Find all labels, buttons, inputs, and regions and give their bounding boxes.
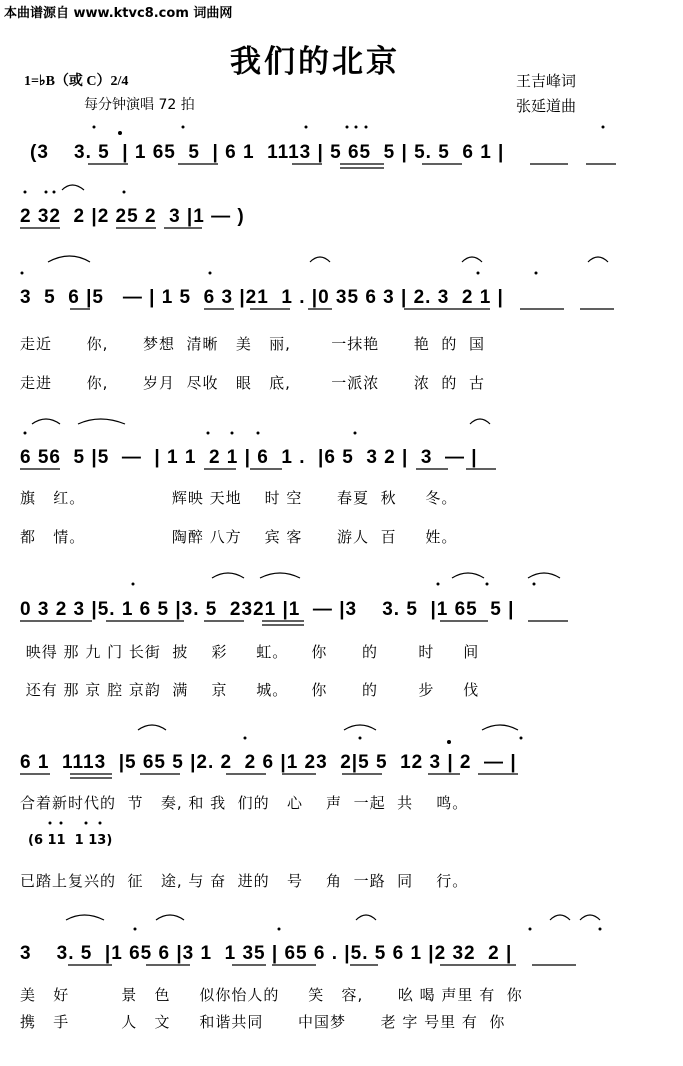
lyric-line-verse-1: 映得 那 九 门 长街 披 彩 虹。 你 的 时 间	[20, 643, 480, 661]
lyric-line-verse-2: 都 情。 陶醉 八方 宾 客 游人 百 姓。	[20, 528, 458, 546]
lyric-line-verse-1: 旗 红。 辉映 天地 时 空 春夏 秋 冬。	[20, 489, 458, 507]
song-title: 我们的北京	[230, 44, 400, 80]
lyric-line-verse-2: 携 手 人 文 和谐共同 中国梦 老 字 号里 有 你	[20, 1013, 506, 1031]
lyricist-credit: 王吉峰词	[516, 72, 577, 90]
notation-line: 2 32 2 |2 25 2 3 |1 — )	[20, 206, 245, 227]
lyric-line-verse-2: 已踏上复兴的 征 途, 与 奋 进的 号 角 一路 同 行。	[20, 872, 469, 890]
notation-line: 3 5 6 |5 — | 1 5 6 3 |21 1 . |0 35 6 3 | 2. 3 2 1 |	[20, 287, 504, 308]
lyric-line-verse-1: 美 好 景 色 似你怡人的 笑 容, 吆 喝 声里 有 你	[20, 986, 523, 1004]
tempo-marking: 每分钟演唱 72 拍	[84, 97, 195, 113]
ossia-notation: (6 11 1 13)	[28, 833, 113, 848]
key-signature: 1=♭B（或 C）2/4	[24, 74, 129, 89]
lyric-line-verse-2: 走进 你, 岁月 尽收 眼 底, 一派浓 浓 的 古	[20, 374, 485, 392]
notation-line: 6 1 1113 |5 65 5 |2. 2 2 6 |1 23 2|5 5 12 3 | 2 — |	[20, 752, 517, 773]
lyric-line-verse-1: 合着新时代的 节 奏, 和 我 们的 心 声 一起 共 鸣。	[20, 794, 469, 812]
composer-credit: 张延道曲	[516, 97, 577, 115]
notation-line: 0 3 2 3 |5. 1 6 5 |3. 5 2321 |1 — |3 3. 5 |1 65 5 |	[20, 599, 515, 620]
notation-line: 3 3. 5 |1 65 6 |3 1 1 35 | 65 6 . |5. 5 6 1 |2 32 2 |	[20, 943, 513, 964]
lyric-line-verse-2: 还有 那 京 腔 京韵 满 京 城。 你 的 步 伐	[20, 681, 480, 699]
notation-line: 6 56 5 |5 — | 1 1 2 1 | 6 1 . |6 5 3 2 | 3 — |	[20, 447, 478, 468]
site-header: 本曲谱源自 www.ktvc8.com 词曲网	[4, 6, 233, 21]
notation-line: (3 3. 5 | 1 65 5 | 6 1 1113 | 5 65 5 | 5. 5 6 1 |	[30, 142, 505, 163]
lyric-line-verse-1: 走近 你, 梦想 清晰 美 丽, 一抹艳 艳 的 国	[20, 335, 485, 353]
